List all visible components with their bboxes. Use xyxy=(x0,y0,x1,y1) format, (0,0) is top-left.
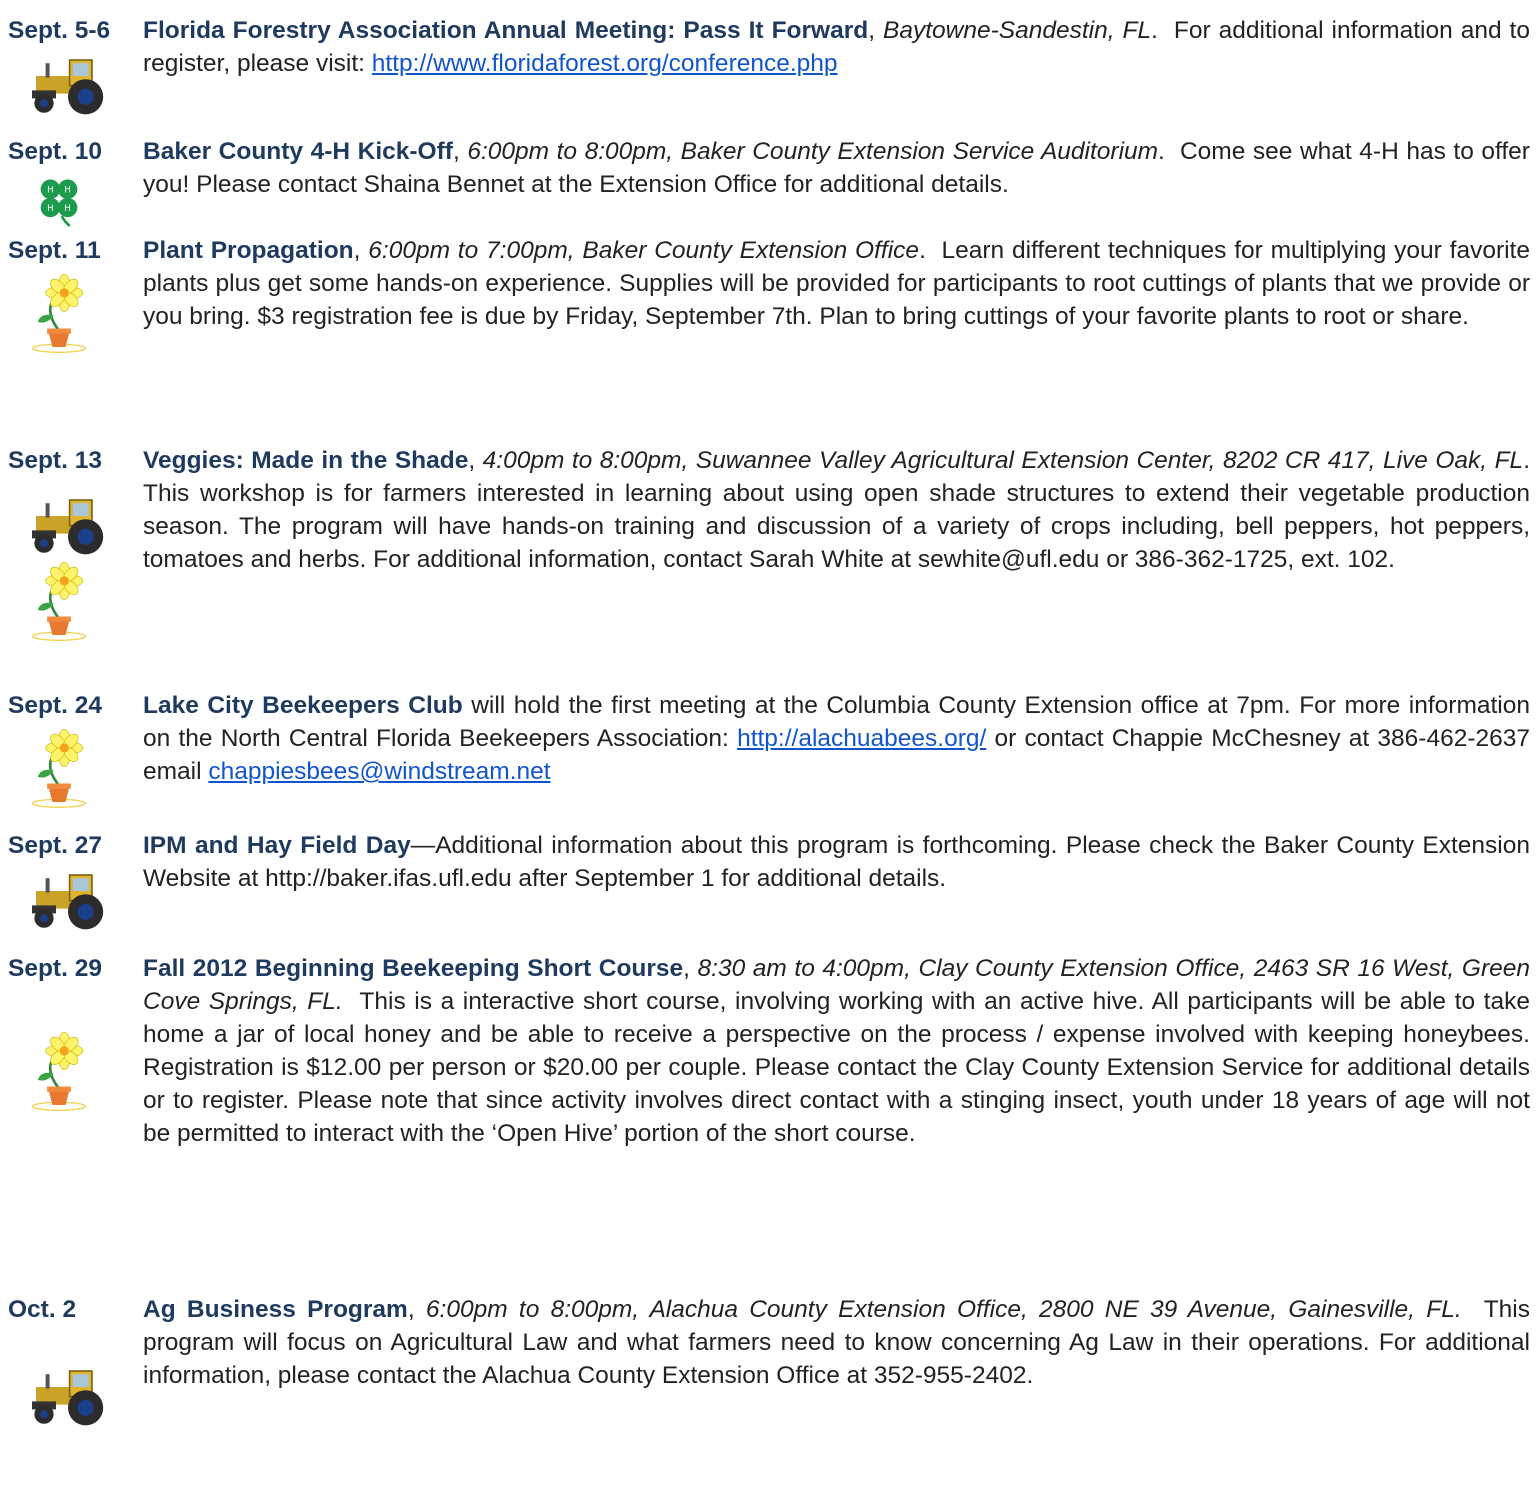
event-date: Sept. 29 xyxy=(8,955,102,982)
event-title: Baker County 4-H Kick-Off xyxy=(143,138,453,165)
flower-pot-icon xyxy=(26,1032,92,1112)
event-link[interactable]: http://www.floridaforest.org/conference.php xyxy=(371,50,838,77)
event-text: This is a interactive short course, involving working with an active hive. All participants will be able to take home a jar of local honey and be able to receive a perspective on the process / expense involved with keeping honeybees. Registration is $12.00 per person or $20.00 per couple. Please contact the Clay County Extension Service for additional details or to register. Please note that since activity involves direct contact with a stinging insect, youth under 18 years of age will not be permitted to interact with the ‘Open Hive’ portion of the short course. xyxy=(143,988,1530,1147)
tractor-icon xyxy=(28,867,108,931)
event-text: —Additional information about this program is forthcoming. Please check the Baker County Extension Website at http://baker.ifas.ufl.edu after September 1 for additional details. xyxy=(143,832,1530,892)
event-body: Ag Business Program, 6:00pm to 8:00pm, Alachua County Extension Office, 2800 NE 39 Avenue, Gainesville, FL. This program will focus on Agricultural Law and what farmers need to know concerning Ag Law in their operations. For additional information, please contact the Alachua County Extension Office at 352-955-2402. xyxy=(143,1296,1530,1389)
event-location: 6:00pm to 7:00pm, Baker County Extension Office xyxy=(368,237,920,264)
event-body: Fall 2012 Beginning Beekeeping Short Course, 8:30 am to 4:00pm, Clay County Extension Office, 2463 SR 16 West, Green Cove Springs, FL. This is a interactive short course, involving working with an active hive. All participants will be able to take home a jar of local honey and be able to receive a perspective on the process / expense involved with keeping honeybees. Registration is $12.00 per person or $20.00 per couple. Please contact the Clay County Extension Service for additional details or to register. Please note that since activity involves direct contact with a stinging insect, youth under 18 years of age will not be permitted to interact with the ‘Open Hive’ portion of the short course. xyxy=(143,955,1530,1147)
event-text: This program will focus on Agricultural Law and what farmers need to know concerning Ag Law in their operations. For additional information, please contact the Alachua County Extension Office at 352-955-2402. xyxy=(143,1296,1530,1389)
event-location: 8:30 am to 4:00pm, Clay County Extension Office, 2463 SR 16 West, Green Cove Springs, FL. xyxy=(143,955,1530,1015)
event-date: Sept. 5-6 xyxy=(8,17,111,44)
event-title: Florida Forestry Association Annual Meeting: Pass It Forward xyxy=(143,17,869,44)
event-location: 4:00pm to 8:00pm, Suwannee Valley Agricultural Extension Center, 8202 CR 417, Live Oak, FL xyxy=(482,447,1524,474)
event-item xyxy=(8,234,1530,333)
event-body: Florida Forestry Association Annual Meeting: Pass It Forward, Baytowne-Sandestin, FL. For additional information and to register, please visit: http://www.floridaforest.org/conference.php xyxy=(143,17,1530,77)
event-item xyxy=(8,689,1530,788)
event-location: 6:00pm to 8:00pm, Alachua County Extension Office, 2800 NE 39 Avenue, Gainesville, FL. xyxy=(425,1296,1462,1323)
event-item xyxy=(8,14,1530,80)
event-title: IPM and Hay Field Day xyxy=(143,832,411,859)
event-item xyxy=(8,1293,1530,1392)
event-item xyxy=(8,444,1530,576)
event-date: Sept. 27 xyxy=(8,832,102,859)
event-text: For additional information and to register, please visit: xyxy=(143,17,1530,77)
event-title: Plant Propagation xyxy=(143,237,354,264)
event-text: Come see what 4-H has to offer you! Please contact Shaina Bennet at the Extension Office for additional details. xyxy=(143,138,1530,198)
event-date: Sept. 10 xyxy=(8,138,102,165)
event-body xyxy=(143,829,1530,895)
tractor-icon xyxy=(28,1363,108,1427)
event-body xyxy=(143,689,1530,788)
four-h-clover-icon xyxy=(32,173,86,227)
event-body: Baker County 4-H Kick-Off, 6:00pm to 8:00pm, Baker County Extension Service Auditorium. Come see what 4-H has to offer you! Please contact Shaina Bennet at the Extension Office for additional details. xyxy=(143,138,1530,198)
event-location: 6:00pm to 8:00pm, Baker County Extension Service Auditorium xyxy=(467,138,1159,165)
event-text: This workshop is for farmers interested in learning about using open shade structures to extend their vegetable production season. The program will have hands-on training and discussion of a variety of crops including, bell peppers, hot peppers, tomatoes and herbs. For additional information, contact Sarah White at sewhite@ufl.edu or 386-362-1725, ext. 102. xyxy=(143,480,1530,573)
tractor-icon xyxy=(28,492,108,556)
event-location: Baytowne-Sandestin, FL xyxy=(883,17,1152,44)
event-date: Sept. 13 xyxy=(8,447,102,474)
event-item xyxy=(8,829,1530,895)
event-date: Oct. 2 xyxy=(8,1296,77,1323)
event-title: Ag Business Program xyxy=(143,1296,408,1323)
event-item xyxy=(8,952,1530,1150)
event-title: Veggies: Made in the Shade xyxy=(143,447,469,474)
flower-pot-icon xyxy=(26,274,92,354)
flower-pot-icon xyxy=(26,562,92,642)
event-email-link[interactable]: chappiesbees@windstream.net xyxy=(208,758,551,785)
event-text: Learn different techniques for multiplying your favorite plants plus get some hands-on experience. Supplies will be provided for participants to root cuttings of plants that we provide or you bring. $3 registration fee is due by Friday, September 7th. Plan to bring cuttings of your favorite plants to root or share. xyxy=(143,237,1530,330)
event-text-2: or contact Chappie McChesney at 386-462-2637 email xyxy=(143,725,1530,785)
event-title: Fall 2012 Beginning Beekeeping Short Course xyxy=(143,955,684,982)
flower-pot-icon xyxy=(26,729,92,809)
event-body: Plant Propagation, 6:00pm to 7:00pm, Baker County Extension Office. Learn different techniques for multiplying your favorite plants plus get some hands-on experience. Supplies will be provided for participants to root cuttings of plants that we provide or you bring. $3 registration fee is due by Friday, September 7th. Plan to bring cuttings of your favorite plants to root or share. xyxy=(143,237,1530,330)
event-date: Sept. 24 xyxy=(8,692,102,719)
event-text: will hold the first meeting at the Columbia County Extension office at 7pm. For more information on the North Central Florida Beekeepers Association: xyxy=(143,692,1530,752)
tractor-icon xyxy=(28,52,108,116)
event-date: Sept. 11 xyxy=(8,237,101,264)
event-body: Veggies: Made in the Shade, 4:00pm to 8:00pm, Suwannee Valley Agricultural Extension Center, 8202 CR 417, Live Oak, FL. This workshop is for farmers interested in learning about using open shade structures to extend their vegetable production season. The program will have hands-on training and discussion of a variety of crops including, bell peppers, hot peppers, tomatoes and herbs. For additional information, contact Sarah White at sewhite@ufl.edu or 386-362-1725, ext. 102. xyxy=(143,447,1530,573)
event-link[interactable]: http://alachuabees.org/ xyxy=(737,725,987,752)
event-title: Lake City Beekeepers Club xyxy=(143,692,463,719)
event-item xyxy=(8,135,1530,201)
